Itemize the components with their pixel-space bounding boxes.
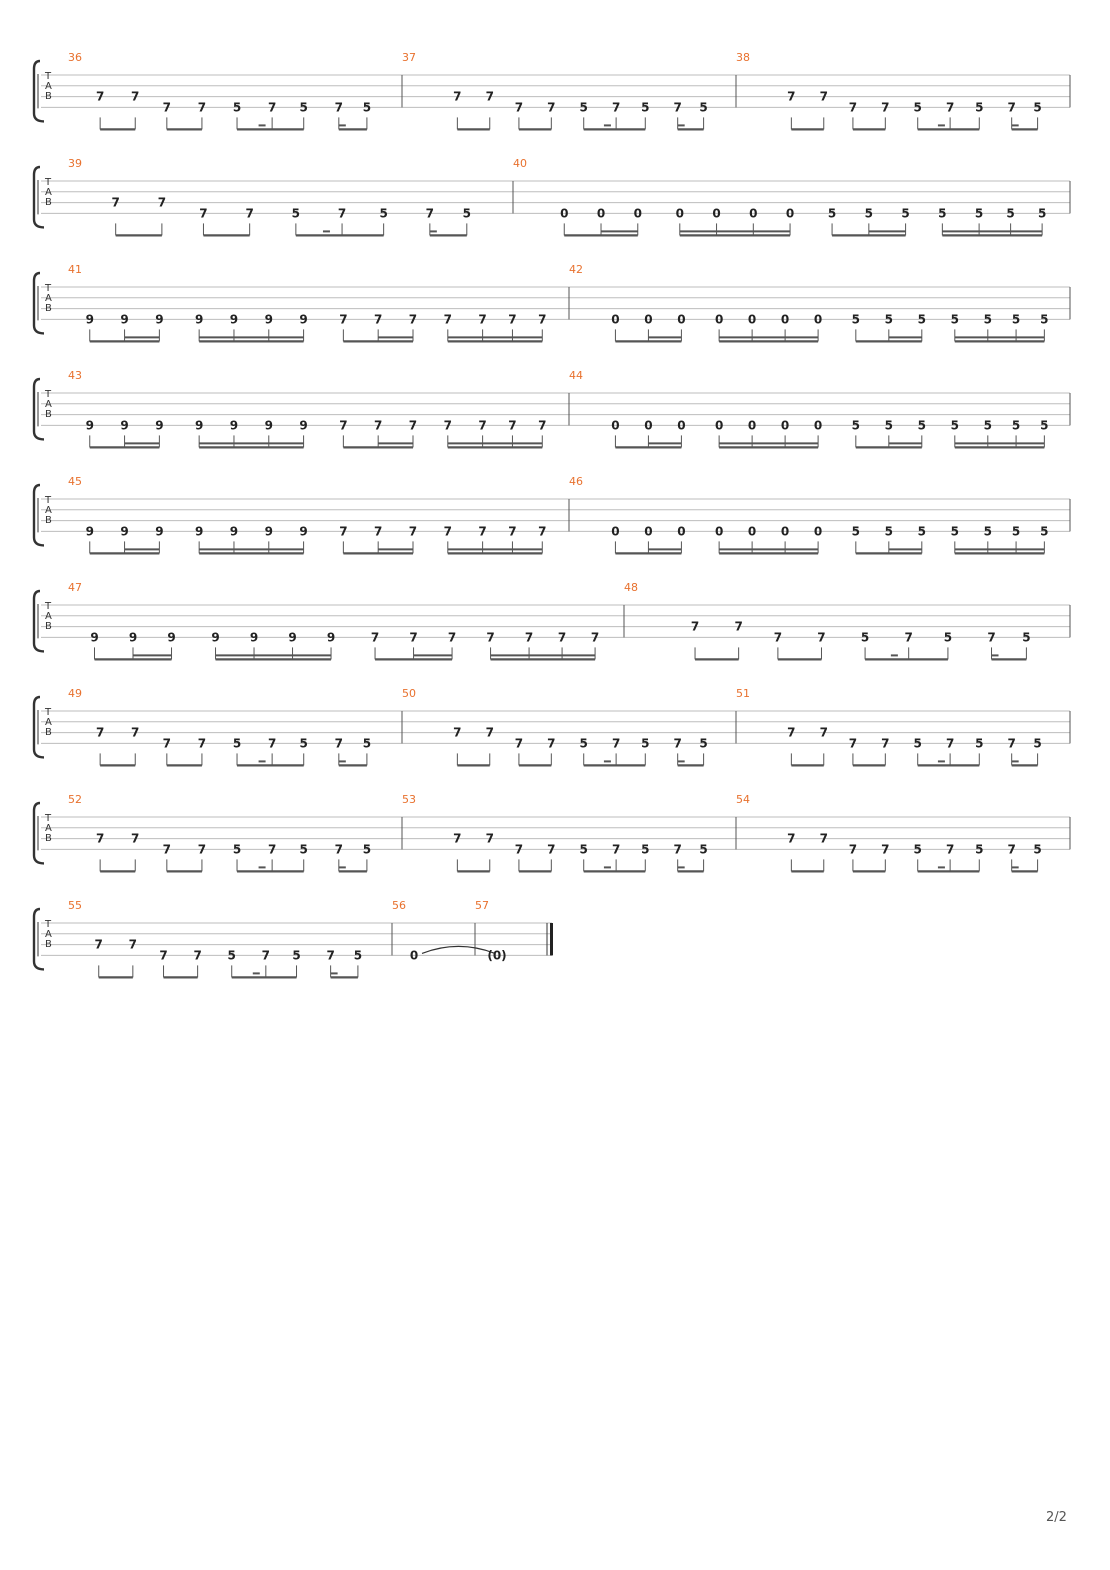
fret-number: 7 [443,524,452,539]
fret-number: 5 [975,100,984,115]
fret-number: 5 [362,736,372,751]
fret-number: 0 [596,206,606,221]
fret-number: 5 [901,206,910,221]
system-bracket [34,379,44,439]
fret-number: 7 [339,418,348,433]
fret-number: 0 [813,524,823,539]
fret-number: 7 [408,418,418,433]
fret-number: 9 [211,630,220,645]
measure-number: 49 [68,687,82,700]
fret-number: 5 [462,206,471,221]
fret-number: 9 [229,312,239,327]
fret-number: 7 [848,100,858,115]
fret-number: 7 [267,100,277,115]
fret-number: 5 [232,100,242,115]
fret-number: 7 [787,831,796,846]
fret-number: 7 [1007,842,1016,857]
fret-number: 7 [409,630,418,645]
fret-number: 7 [131,89,140,104]
measure-number: 47 [68,581,82,594]
fret-number: 7 [945,842,955,857]
fret-number: 0 [409,948,419,963]
fret-number: 5 [884,312,893,327]
fret-number: 7 [557,630,567,645]
fret-number: 7 [945,100,955,115]
measure-number: 52 [68,793,82,806]
fret-number: 0 [747,524,757,539]
fret-number: 7 [453,725,462,740]
fret-number: 7 [261,948,271,963]
fret-number: 5 [851,312,860,327]
fret-number: 5 [699,736,708,751]
fret-number: 0 [644,418,653,433]
fret-number: 5 [1011,418,1021,433]
fret-number: 7 [1007,100,1016,115]
tab-clef-letter: A [45,929,52,940]
fret-number: 7 [443,312,452,327]
fret-number: 9 [90,630,99,645]
fret-number: 9 [229,418,239,433]
fret-number: 7 [590,630,600,645]
fret-number: 7 [514,100,524,115]
fret-number: 0 [633,206,642,221]
measure-number: 39 [68,157,82,170]
measure-number: 46 [569,475,583,488]
fret-number: 5 [299,100,308,115]
tab-clef-letter: T [45,813,52,824]
fret-number: 7 [485,831,494,846]
fret-number: 0 [677,312,686,327]
fret-number: 7 [197,842,207,857]
fret-number: 7 [1007,736,1016,751]
fret-number: 7 [673,842,682,857]
system-bracket [34,273,44,333]
fret-number: 5 [983,418,992,433]
fret-number: 9 [155,312,164,327]
fret-number: 7 [478,418,487,433]
fret-number: 9 [264,524,273,539]
fret-number: 0 [747,312,757,327]
fret-number: 5 [913,842,922,857]
tab-clef-letter: B [45,515,52,526]
tab-clef-letter: B [45,833,52,844]
fret-number: 5 [362,842,372,857]
fret-number: 5 [917,312,926,327]
fret-number: (0) [487,948,507,963]
fret-number: 5 [362,100,372,115]
fret-number: 0 [780,418,790,433]
fret-number: 7 [326,948,335,963]
fret-number: 0 [714,312,724,327]
system-bracket [34,697,44,757]
measure-number: 36 [68,51,82,64]
fret-number: 7 [547,842,556,857]
fret-number: 7 [987,630,996,645]
fret-number: 7 [197,100,207,115]
page-number: 2/2 [1046,1510,1067,1525]
fret-number: 7 [453,831,462,846]
fret-number: 7 [819,89,828,104]
fret-number: 0 [714,418,724,433]
fret-number: 9 [120,524,129,539]
fret-number: 5 [884,524,893,539]
fret-number: 5 [232,736,242,751]
fret-number: 5 [974,206,984,221]
fret-number: 5 [950,418,959,433]
tab-clef-letter: T [45,495,52,506]
fret-number: 7 [673,736,682,751]
fret-number: 7 [373,418,383,433]
fret-number: 5 [1011,312,1021,327]
measure-number: 42 [569,263,583,276]
fret-number: 5 [983,524,992,539]
fret-number: 5 [291,206,301,221]
fret-number: 7 [337,206,347,221]
measure-number: 55 [68,899,82,912]
measure-number: 50 [402,687,416,700]
fret-number: 5 [917,524,926,539]
fret-number: 5 [353,948,363,963]
system-bracket [34,803,44,863]
fret-number: 7 [95,831,105,846]
fret-number: 7 [408,312,418,327]
fret-number: 5 [851,418,860,433]
measure-number: 56 [392,899,406,912]
system-bracket [34,167,44,227]
fret-number: 9 [128,630,138,645]
fret-number: 7 [453,89,462,104]
fret-number: 0 [780,312,790,327]
measure-number: 57 [475,899,489,912]
fret-number: 5 [292,948,301,963]
fret-number: 7 [881,736,890,751]
fret-number: 5 [641,842,650,857]
fret-number: 7 [447,630,457,645]
fret-number: 7 [538,312,547,327]
fret-number: 9 [264,312,273,327]
fret-number: 5 [1040,312,1049,327]
tab-clef-letter: B [45,409,52,420]
fret-number: 7 [111,195,120,210]
fret-number: 0 [675,206,684,221]
fret-number: 7 [514,842,524,857]
fret-number: 5 [641,736,650,751]
tab-clef-letter: B [45,621,52,632]
measure-number: 53 [402,793,416,806]
fret-number: 7 [339,312,348,327]
fret-number: 9 [85,524,94,539]
fret-number: 0 [813,418,823,433]
tab-clef-letter: A [45,611,52,622]
fret-number: 0 [712,206,721,221]
fret-number: 7 [611,842,621,857]
fret-number: 0 [611,524,620,539]
measure-number: 44 [569,369,583,382]
fret-number: 9 [299,418,308,433]
fret-number: 5 [917,418,926,433]
measure-number: 38 [736,51,750,64]
fret-number: 7 [508,418,517,433]
fret-number: 7 [787,725,796,740]
fret-number: 7 [514,736,524,751]
fret-number: 5 [938,206,947,221]
tab-system [34,581,1070,659]
fret-number: 7 [787,89,796,104]
measure-number: 40 [513,157,527,170]
tab-system [34,157,1070,235]
fret-number: 7 [945,736,955,751]
fret-number: 5 [950,312,959,327]
fret-number: 7 [339,524,348,539]
fret-number: 5 [975,736,984,751]
tab-clef-letter: A [45,81,52,92]
fret-number: 7 [131,831,140,846]
tab-system [34,687,1070,765]
fret-number: 7 [819,831,828,846]
fret-number: 9 [326,630,336,645]
fret-number: 5 [851,524,860,539]
tab-clef-letter: T [45,707,52,718]
fret-number: 7 [486,630,495,645]
tab-clef-letter: T [45,283,52,294]
tab-clef-letter: B [45,197,52,208]
fret-number: 5 [1040,418,1049,433]
fret-number: 7 [162,842,172,857]
fret-number: 0 [611,418,620,433]
fret-number: 7 [547,736,556,751]
fret-number: 9 [299,524,308,539]
fret-number: 5 [579,100,588,115]
fret-number: 0 [785,206,795,221]
fret-number: 7 [373,312,383,327]
tie-arc [422,946,495,953]
fret-number: 0 [611,312,620,327]
tab-system [34,793,1070,871]
fret-number: 7 [848,736,858,751]
fret-number: 9 [85,418,94,433]
tab-clef-letter: T [45,71,52,82]
tab-clef-letter: B [45,727,52,738]
fret-number: 7 [334,736,343,751]
fret-number: 7 [370,630,380,645]
fret-number: 9 [120,418,129,433]
tab-clef-letter: A [45,399,52,410]
fret-number: 7 [690,619,700,634]
fret-number: 0 [749,206,758,221]
fret-number: 7 [95,89,105,104]
fret-number: 5 [827,206,837,221]
measure-number: 48 [624,581,638,594]
fret-number: 7 [443,418,452,433]
fret-number: 5 [227,948,236,963]
fret-number: 7 [508,312,517,327]
fret-number: 7 [193,948,202,963]
fret-number: 5 [950,524,959,539]
fret-number: 0 [677,418,686,433]
fret-number: 0 [813,312,823,327]
fret-number: 5 [1033,842,1042,857]
fret-number: 7 [94,937,103,952]
fret-number: 7 [478,524,487,539]
measure-number: 51 [736,687,750,700]
fret-number: 7 [485,89,494,104]
fret-number: 5 [975,842,984,857]
tab-system [34,899,553,977]
fret-number: 5 [913,736,922,751]
fret-number: 9 [288,630,297,645]
fret-number: 0 [714,524,724,539]
tab-clef-letter: B [45,91,52,102]
fret-number: 7 [131,725,140,740]
fret-number: 7 [881,100,890,115]
fret-number: 5 [379,206,388,221]
fret-number: 5 [232,842,242,857]
fret-number: 7 [157,195,167,210]
fret-number: 7 [524,630,534,645]
fret-number: 7 [881,842,890,857]
fret-number: 5 [983,312,992,327]
fret-number: 5 [1011,524,1021,539]
fret-number: 7 [95,725,105,740]
fret-number: 7 [817,630,826,645]
fret-number: 5 [1006,206,1015,221]
system-bracket [34,909,44,969]
fret-number: 5 [641,100,650,115]
tab-clef-letter: A [45,505,52,516]
fret-number: 9 [155,524,164,539]
fret-number: 5 [579,736,588,751]
fret-number: 0 [644,524,653,539]
fret-number: 7 [904,630,913,645]
fret-number: 7 [373,524,383,539]
fret-number: 7 [508,524,517,539]
tab-clef-letter: A [45,293,52,304]
fret-number: 7 [848,842,858,857]
measure-number: 43 [68,369,82,382]
fret-number: 5 [699,842,708,857]
tab-clef-letter: T [45,177,52,188]
tab-system [34,475,1070,553]
fret-number: 5 [1040,524,1049,539]
fret-number: 9 [194,312,204,327]
fret-number: 7 [819,725,828,740]
system-bracket [34,485,44,545]
fret-number: 7 [773,630,783,645]
tab-system [34,263,1070,341]
fret-number: 5 [1033,100,1042,115]
tab-clef-letter: A [45,823,52,834]
fret-number: 7 [538,524,547,539]
measure-number: 37 [402,51,416,64]
fret-number: 5 [299,736,308,751]
fret-number: 7 [478,312,487,327]
fret-number: 0 [747,418,757,433]
fret-number: 7 [245,206,254,221]
fret-number: 9 [249,630,259,645]
system-bracket [34,61,44,121]
fret-number: 0 [560,206,569,221]
fret-number: 7 [734,619,743,634]
fret-number: 5 [1033,736,1042,751]
tab-clef-letter: A [45,187,52,198]
fret-number: 7 [267,842,277,857]
fret-number: 9 [229,524,239,539]
tab-clef-letter: B [45,939,52,950]
fret-number: 5 [579,842,588,857]
fret-number: 7 [334,100,343,115]
fret-number: 5 [943,630,953,645]
measure-number: 45 [68,475,82,488]
fret-number: 5 [1037,206,1047,221]
fret-number: 7 [162,100,172,115]
fret-number: 9 [264,418,273,433]
tab-clef-letter: A [45,717,52,728]
fret-number: 7 [425,206,435,221]
fret-number: 7 [162,736,172,751]
tab-clef-letter: T [45,919,52,930]
fret-number: 9 [299,312,308,327]
measure-number: 41 [68,263,82,276]
fret-number: 5 [864,206,874,221]
fret-number: 5 [1022,630,1031,645]
fret-number: 7 [267,736,277,751]
fret-number: 7 [547,100,556,115]
fret-number: 7 [673,100,682,115]
tab-clef-letter: T [45,601,52,612]
fret-number: 5 [699,100,708,115]
fret-number: 7 [538,418,547,433]
tab-system [34,51,1070,129]
system-bracket [34,591,44,651]
fret-number: 5 [884,418,893,433]
fret-number: 7 [611,100,621,115]
tab-clef-letter: T [45,389,52,400]
fret-number: 9 [194,418,204,433]
fret-number: 5 [299,842,308,857]
fret-number: 9 [85,312,94,327]
tab-system [34,369,1070,447]
fret-number: 7 [159,948,168,963]
fret-number: 5 [860,630,870,645]
measure-number: 54 [736,793,750,806]
fret-number: 0 [780,524,790,539]
fret-number: 0 [644,312,653,327]
fret-number: 7 [128,937,138,952]
fret-number: 5 [913,100,922,115]
fret-number: 7 [611,736,621,751]
tab-clef-letter: B [45,303,52,314]
fret-number: 7 [485,725,494,740]
fret-number: 9 [167,630,176,645]
fret-number: 0 [677,524,686,539]
fret-number: 7 [199,206,208,221]
final-barline [550,923,553,955]
fret-number: 7 [197,736,207,751]
fret-number: 7 [334,842,343,857]
fret-number: 9 [194,524,204,539]
fret-number: 9 [120,312,129,327]
fret-number: 9 [155,418,164,433]
fret-number: 7 [408,524,418,539]
